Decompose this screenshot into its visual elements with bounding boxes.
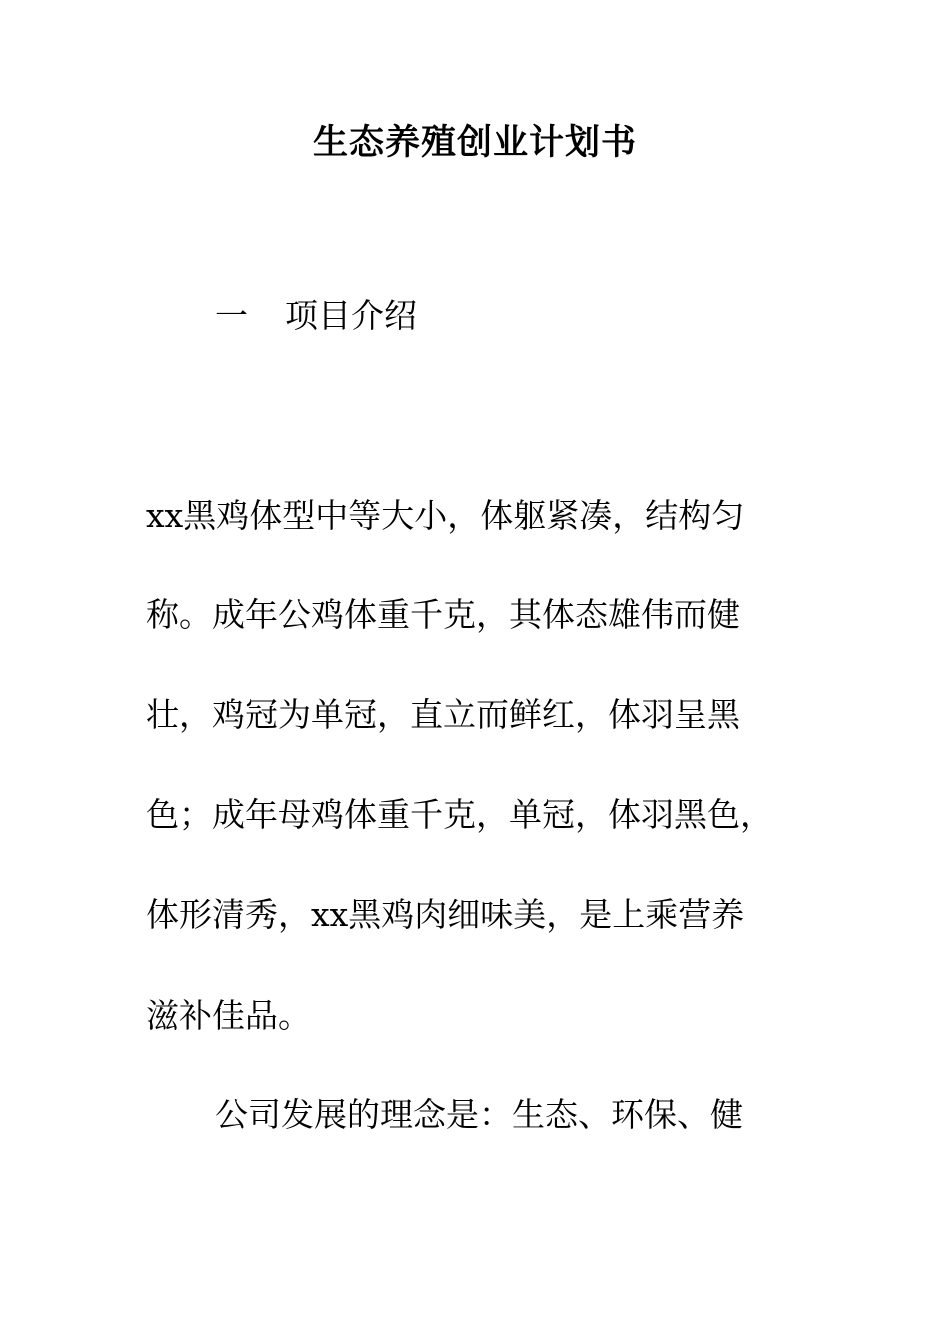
paragraph-line: 壮，鸡冠为单冠，直立而鲜红，体羽呈黑 (146, 695, 740, 734)
paragraph-line: 滋补佳品。 (146, 996, 311, 1035)
section-heading (215, 292, 417, 340)
paragraph-line: xx黑鸡体型中等大小，体躯紧凑，结构匀 (146, 496, 745, 535)
paragraph-line: 体形清秀，xx黑鸡肉细味美，是上乘营养 (146, 895, 745, 934)
document-title: 生态养殖创业计划书 (312, 123, 637, 163)
section-number: 一 (215, 296, 248, 335)
paragraph-line: 称。成年公鸡体重千克，其体态雄伟而健 (146, 595, 740, 634)
paragraph-line: 公司发展的理念是：生态、环保、健 (215, 1095, 743, 1134)
paragraph-line: 色；成年母鸡体重千克，单冠，体羽黑色， (146, 795, 773, 834)
section-heading-text: 项目介绍 (285, 296, 417, 335)
